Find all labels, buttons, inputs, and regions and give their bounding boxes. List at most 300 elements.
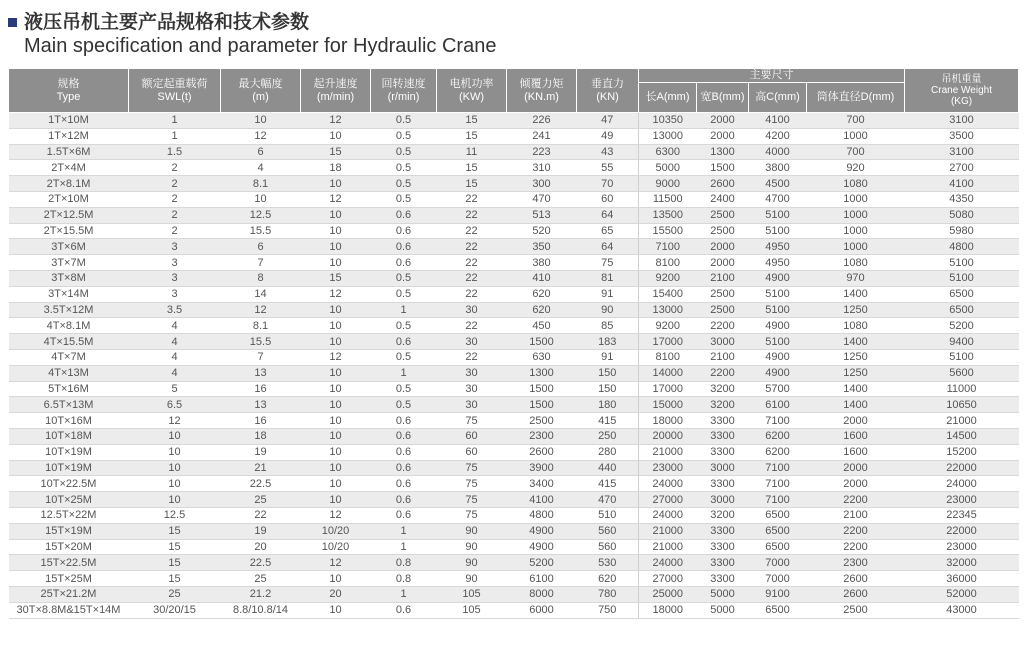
table-cell: 75: [437, 507, 507, 523]
table-cell: 3200: [697, 397, 749, 413]
table-cell: 16: [221, 413, 301, 429]
table-cell: 105: [437, 586, 507, 602]
col-header-hoist: 起升速度 (m/min): [301, 69, 371, 113]
table-cell: 10: [301, 302, 371, 318]
table-cell: 2200: [807, 539, 905, 555]
table-row: [9, 286, 1019, 302]
table-cell: 2500: [697, 207, 749, 223]
table-cell: 6: [221, 144, 301, 160]
col-header-power: 电机功率 (KW): [437, 69, 507, 113]
table-cell: 24000: [639, 476, 697, 492]
table-cell: 19: [221, 523, 301, 539]
table-cell: 10: [301, 207, 371, 223]
table-cell: 4: [129, 334, 221, 350]
table-row: [9, 555, 1019, 571]
col-header-type: 规格 Type: [9, 69, 129, 113]
table-cell: 470: [577, 492, 639, 508]
table-cell: 3.5T×12M: [9, 302, 129, 318]
table-cell: 8100: [639, 349, 697, 365]
table-cell: 4100: [749, 113, 807, 129]
table-cell: 183: [577, 334, 639, 350]
table-row: [9, 586, 1019, 602]
table-cell: 300: [507, 176, 577, 192]
table-cell: 10: [301, 381, 371, 397]
table-cell: 3.5: [129, 302, 221, 318]
table-cell: 4900: [749, 318, 807, 334]
table-cell: 0.6: [371, 413, 437, 429]
table-cell: 0.6: [371, 334, 437, 350]
col-header-dim-b: 宽B(mm): [697, 83, 749, 113]
table-cell: 3000: [697, 492, 749, 508]
table-cell: 9400: [905, 334, 1019, 350]
table-cell: 3200: [697, 507, 749, 523]
table-cell: 10: [301, 255, 371, 271]
table-cell: 3300: [697, 571, 749, 587]
table-cell: 15.5: [221, 223, 301, 239]
table-cell: 2300: [807, 555, 905, 571]
table-cell: 1600: [807, 428, 905, 444]
table-cell: 4700: [749, 191, 807, 207]
table-row: [9, 144, 1019, 160]
table-cell: 25: [129, 586, 221, 602]
table-cell: 24000: [905, 476, 1019, 492]
table-cell: 7: [221, 255, 301, 271]
table-row: [9, 255, 1019, 271]
table-cell: 620: [507, 302, 577, 318]
table-cell: 91: [577, 349, 639, 365]
table-cell: 410: [507, 270, 577, 286]
table-cell: 8.1: [221, 176, 301, 192]
table-cell: 75: [577, 255, 639, 271]
table-cell: 9000: [639, 176, 697, 192]
table-cell: 10: [301, 318, 371, 334]
table-cell: 10650: [905, 397, 1019, 413]
table-cell: 12: [301, 507, 371, 523]
table-cell: 5000: [639, 160, 697, 176]
table-row: [9, 334, 1019, 350]
table-cell: 1000: [807, 128, 905, 144]
table-row: [9, 176, 1019, 192]
table-cell: 55: [577, 160, 639, 176]
table-cell: 2500: [697, 302, 749, 318]
table-cell: 4000: [749, 144, 807, 160]
table-cell: 21000: [639, 539, 697, 555]
table-cell: 1: [371, 586, 437, 602]
table-cell: 4: [129, 349, 221, 365]
table-cell: 4350: [905, 191, 1019, 207]
table-cell: 43000: [905, 602, 1019, 618]
table-cell: 1000: [807, 239, 905, 255]
table-cell: 60: [437, 444, 507, 460]
table-cell: 2: [129, 191, 221, 207]
table-cell: 30: [437, 381, 507, 397]
title-zh: [8, 10, 496, 34]
table-cell: 3: [129, 239, 221, 255]
table-row: [9, 428, 1019, 444]
table-cell: 10: [301, 334, 371, 350]
table-cell: 90: [577, 302, 639, 318]
table-cell: 12: [221, 302, 301, 318]
table-cell: 1: [371, 302, 437, 318]
table-cell: 10: [301, 239, 371, 255]
table-cell: 25000: [639, 586, 697, 602]
table-cell: 10T×16M: [9, 413, 129, 429]
table-cell: 0.5: [371, 191, 437, 207]
table-cell: 75: [437, 476, 507, 492]
table-cell: 250: [577, 428, 639, 444]
table-cell: 3300: [697, 413, 749, 429]
table-cell: 4T×15.5M: [9, 334, 129, 350]
table-cell: 3500: [905, 128, 1019, 144]
table-cell: 5700: [749, 381, 807, 397]
table-cell: 3800: [749, 160, 807, 176]
table-cell: 15400: [639, 286, 697, 302]
table-cell: 22: [437, 191, 507, 207]
table-cell: 470: [507, 191, 577, 207]
title-zh-text: 液压吊机主要产品规格和技术参数: [24, 11, 310, 33]
table-row: [9, 602, 1019, 618]
table-cell: 4900: [507, 523, 577, 539]
table-cell: 3: [129, 286, 221, 302]
table-cell: 10: [301, 602, 371, 618]
table-cell: 5100: [749, 286, 807, 302]
table-cell: 4950: [749, 255, 807, 271]
table-cell: 10T×18M: [9, 428, 129, 444]
table-cell: 223: [507, 144, 577, 160]
table-cell: 1000: [807, 207, 905, 223]
table-cell: 15000: [639, 397, 697, 413]
table-cell: 43: [577, 144, 639, 160]
table-cell: 5100: [749, 207, 807, 223]
table-cell: 4100: [905, 176, 1019, 192]
table-cell: 15T×25M: [9, 571, 129, 587]
table-cell: 11000: [905, 381, 1019, 397]
table-cell: 9200: [639, 318, 697, 334]
table-cell: 2T×10M: [9, 191, 129, 207]
table-row: [9, 128, 1019, 144]
table-cell: 21.2: [221, 586, 301, 602]
table-cell: 27000: [639, 571, 697, 587]
table-cell: 15: [129, 555, 221, 571]
table-cell: 415: [577, 476, 639, 492]
table-cell: 8000: [507, 586, 577, 602]
table-cell: 530: [577, 555, 639, 571]
table-cell: 8100: [639, 255, 697, 271]
table-cell: 15: [437, 128, 507, 144]
table-cell: 1300: [507, 365, 577, 381]
table-cell: 1500: [697, 160, 749, 176]
table-cell: 4900: [749, 365, 807, 381]
table-cell: 6000: [507, 602, 577, 618]
table-cell: 14500: [905, 428, 1019, 444]
table-cell: 560: [577, 539, 639, 555]
table-cell: 18: [301, 160, 371, 176]
table-cell: 2500: [807, 602, 905, 618]
table-cell: 24000: [639, 555, 697, 571]
table-cell: 5980: [905, 223, 1019, 239]
table-cell: 0.5: [371, 160, 437, 176]
table-cell: 2400: [697, 191, 749, 207]
table-cell: 7: [221, 349, 301, 365]
table-cell: 750: [577, 602, 639, 618]
table-cell: 2000: [697, 128, 749, 144]
table-cell: 3300: [697, 444, 749, 460]
table-cell: 7100: [749, 492, 807, 508]
table-cell: 10: [301, 365, 371, 381]
table-cell: 17000: [639, 334, 697, 350]
table-cell: 10: [301, 128, 371, 144]
table-cell: 2200: [807, 523, 905, 539]
table-cell: 5000: [697, 602, 749, 618]
table-cell: 23000: [905, 539, 1019, 555]
table-cell: 22.5: [221, 555, 301, 571]
table-cell: 380: [507, 255, 577, 271]
table-cell: 2100: [697, 349, 749, 365]
table-cell: 7000: [749, 571, 807, 587]
table-cell: 10T×22.5M: [9, 476, 129, 492]
table-cell: 4T×8.1M: [9, 318, 129, 334]
table-cell: 10: [221, 113, 301, 129]
table-cell: 23000: [639, 460, 697, 476]
table-cell: 11500: [639, 191, 697, 207]
table-cell: 4800: [905, 239, 1019, 255]
table-cell: 5T×16M: [9, 381, 129, 397]
table-cell: 310: [507, 160, 577, 176]
table-cell: 7100: [749, 413, 807, 429]
table-cell: 10350: [639, 113, 697, 129]
table-cell: 7100: [749, 476, 807, 492]
table-cell: 13000: [639, 128, 697, 144]
table-cell: 22: [437, 270, 507, 286]
title-en: Main specification and parameter for Hydraulic Crane: [24, 35, 497, 57]
table-cell: 32000: [905, 555, 1019, 571]
table-cell: 6100: [749, 397, 807, 413]
table-cell: 10: [129, 460, 221, 476]
table-cell: 4: [221, 160, 301, 176]
table-cell: 5100: [905, 349, 1019, 365]
table-cell: 510: [577, 507, 639, 523]
table-cell: 2000: [807, 476, 905, 492]
table-cell: 2000: [807, 413, 905, 429]
table-row: [9, 413, 1019, 429]
table-cell: 2200: [697, 318, 749, 334]
table-cell: 4: [129, 318, 221, 334]
table-cell: 17000: [639, 381, 697, 397]
table-cell: 8.1: [221, 318, 301, 334]
table-cell: 90: [437, 571, 507, 587]
table-cell: 5000: [697, 586, 749, 602]
table-cell: 60: [437, 428, 507, 444]
table-cell: 12: [301, 349, 371, 365]
table-cell: 1400: [807, 334, 905, 350]
table-cell: 10: [301, 460, 371, 476]
table-cell: 30T×8.8M&15T×14M: [9, 602, 129, 618]
table-cell: 24000: [639, 507, 697, 523]
table-cell: 12: [301, 555, 371, 571]
table-cell: 21: [221, 460, 301, 476]
table-cell: 5100: [905, 255, 1019, 271]
bullet-square-icon: [8, 18, 17, 27]
table-cell: 150: [577, 365, 639, 381]
title-block: [8, 10, 496, 58]
table-cell: 0.6: [371, 460, 437, 476]
table-cell: 15: [129, 539, 221, 555]
table-cell: 7100: [639, 239, 697, 255]
table-cell: 3T×6M: [9, 239, 129, 255]
table-row: [9, 239, 1019, 255]
table-cell: 14000: [639, 365, 697, 381]
table-cell: 2: [129, 207, 221, 223]
table-cell: 0.5: [371, 349, 437, 365]
table-cell: 20000: [639, 428, 697, 444]
table-cell: 90: [437, 523, 507, 539]
table-cell: 25: [221, 492, 301, 508]
table-cell: 90: [437, 539, 507, 555]
table-cell: 5080: [905, 207, 1019, 223]
table-cell: 1.5T×6M: [9, 144, 129, 160]
table-cell: 3300: [697, 523, 749, 539]
table-row: [9, 349, 1019, 365]
table-row: [9, 507, 1019, 523]
table-cell: 23000: [905, 492, 1019, 508]
table-cell: 4900: [749, 270, 807, 286]
table-cell: 22: [221, 507, 301, 523]
table-cell: 22: [437, 239, 507, 255]
table-row: [9, 302, 1019, 318]
table-cell: 0.6: [371, 428, 437, 444]
table-cell: 6200: [749, 428, 807, 444]
table-cell: 4900: [749, 349, 807, 365]
table-cell: 700: [807, 144, 905, 160]
table-cell: 5100: [749, 334, 807, 350]
table-cell: 5200: [507, 555, 577, 571]
table-cell: 6.5: [129, 397, 221, 413]
table-cell: 6500: [749, 602, 807, 618]
table-cell: 1400: [807, 397, 905, 413]
table-cell: 4T×13M: [9, 365, 129, 381]
table-cell: 36000: [905, 571, 1019, 587]
table-row: [9, 476, 1019, 492]
table-cell: 4500: [749, 176, 807, 192]
table-cell: 22000: [905, 523, 1019, 539]
table-cell: 2500: [697, 223, 749, 239]
table-cell: 5200: [905, 318, 1019, 334]
table-cell: 64: [577, 207, 639, 223]
table-cell: 970: [807, 270, 905, 286]
table-cell: 0.6: [371, 507, 437, 523]
table-cell: 0.5: [371, 176, 437, 192]
table-cell: 91: [577, 286, 639, 302]
table-cell: 0.6: [371, 602, 437, 618]
table-cell: 6500: [749, 539, 807, 555]
col-header-dims-group: 主要尺寸: [639, 69, 905, 83]
table-cell: 2100: [697, 270, 749, 286]
table-cell: 0.6: [371, 444, 437, 460]
table-cell: 0.5: [371, 381, 437, 397]
table-cell: 2600: [507, 444, 577, 460]
table-cell: 3T×14M: [9, 286, 129, 302]
table-cell: 2600: [697, 176, 749, 192]
col-header-dim-c: 高C(mm): [749, 83, 807, 113]
table-cell: 2: [129, 176, 221, 192]
table-cell: 0.6: [371, 207, 437, 223]
table-cell: 2: [129, 160, 221, 176]
table-row: [9, 444, 1019, 460]
table-cell: 1300: [697, 144, 749, 160]
table-cell: 5: [129, 381, 221, 397]
table-cell: 12.5: [129, 507, 221, 523]
table-cell: 30: [437, 397, 507, 413]
table-cell: 4900: [507, 539, 577, 555]
table-cell: 150: [577, 381, 639, 397]
table-row: [9, 113, 1019, 129]
table-cell: 12: [129, 413, 221, 429]
table-cell: 30: [437, 302, 507, 318]
table-cell: 620: [507, 286, 577, 302]
table-cell: 15500: [639, 223, 697, 239]
table-cell: 10: [301, 444, 371, 460]
table-cell: 6300: [639, 144, 697, 160]
table-cell: 6.5T×13M: [9, 397, 129, 413]
table-cell: 620: [577, 571, 639, 587]
table-cell: 1500: [507, 334, 577, 350]
table-cell: 22345: [905, 507, 1019, 523]
table-row: [9, 460, 1019, 476]
table-cell: 630: [507, 349, 577, 365]
table-cell: 415: [577, 413, 639, 429]
table-cell: 1000: [807, 223, 905, 239]
table-cell: 2300: [507, 428, 577, 444]
table-cell: 3300: [697, 555, 749, 571]
table-row: [9, 207, 1019, 223]
table-cell: 90: [437, 555, 507, 571]
table-cell: 15.5: [221, 334, 301, 350]
table-cell: 0.5: [371, 286, 437, 302]
table-cell: 3200: [697, 381, 749, 397]
table-cell: 0.6: [371, 239, 437, 255]
table-cell: 4950: [749, 239, 807, 255]
table-cell: 15T×20M: [9, 539, 129, 555]
table-cell: 1T×12M: [9, 128, 129, 144]
table-cell: 3T×7M: [9, 255, 129, 271]
table-cell: 2600: [807, 571, 905, 587]
table-cell: 21000: [639, 444, 697, 460]
table-cell: 8: [221, 270, 301, 286]
table-row: [9, 365, 1019, 381]
table-cell: 22.5: [221, 476, 301, 492]
table-cell: 0.8: [371, 571, 437, 587]
table-cell: 6500: [905, 302, 1019, 318]
table-cell: 450: [507, 318, 577, 334]
table-cell: 3T×8M: [9, 270, 129, 286]
table-cell: 780: [577, 586, 639, 602]
table-cell: 0.6: [371, 223, 437, 239]
table-cell: 70: [577, 176, 639, 192]
table-cell: 1500: [507, 381, 577, 397]
table-cell: 75: [437, 413, 507, 429]
table-cell: 10: [129, 444, 221, 460]
table-cell: 64: [577, 239, 639, 255]
table-cell: 10: [301, 571, 371, 587]
table-cell: 3000: [697, 334, 749, 350]
table-cell: 22: [437, 207, 507, 223]
table-cell: 2000: [697, 113, 749, 129]
table-cell: 30: [437, 365, 507, 381]
table-cell: 75: [437, 460, 507, 476]
col-header-swl: 额定起重载荷 SWL(t): [129, 69, 221, 113]
table-cell: 60: [577, 191, 639, 207]
table-cell: 1250: [807, 349, 905, 365]
